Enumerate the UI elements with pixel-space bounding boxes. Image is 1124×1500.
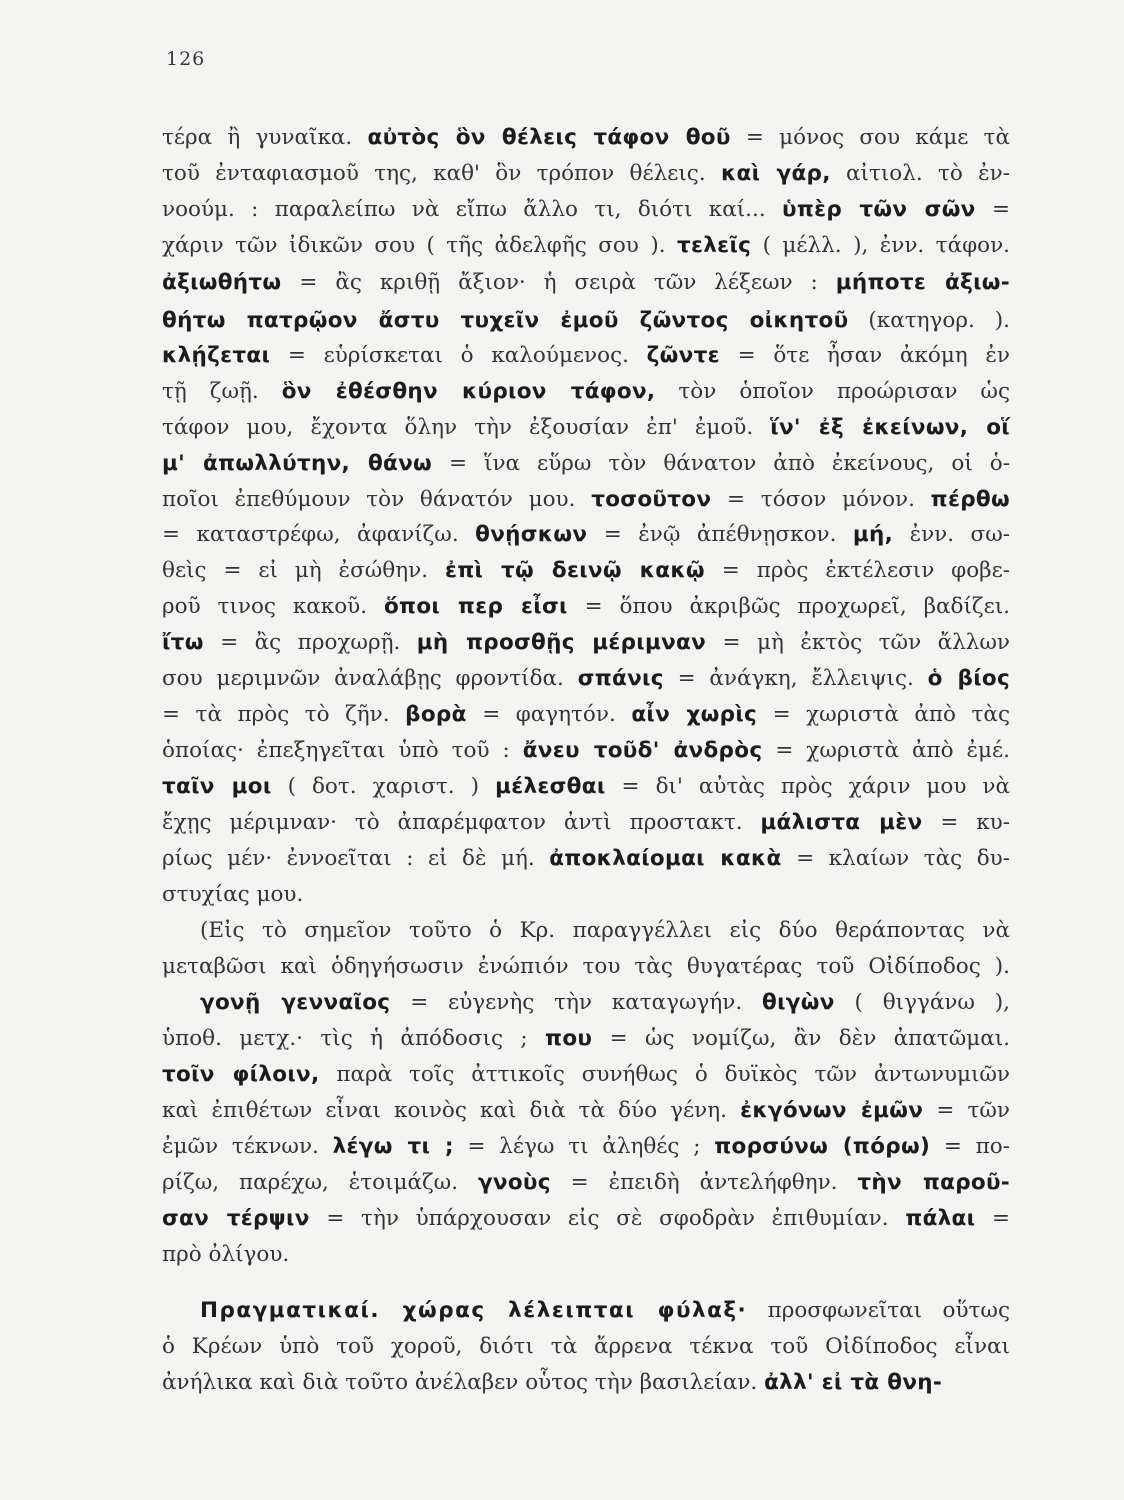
bold-lemma: καὶ γάρ,: [720, 161, 831, 186]
text-line: [162, 1366, 1010, 1400]
text-run: = μόνος σου κάμε τὰ: [730, 125, 1010, 150]
text-run: ρίζω, παρέχω, ἑτοιμάζω.: [162, 1170, 478, 1195]
bold-lemma: μήποτε ἀξιω-: [835, 270, 1010, 295]
text-run: ἐνν. σω-: [893, 522, 1011, 547]
text-run: τῇ ζωῇ.: [162, 379, 282, 404]
text-run: = ἀνάγκη, ἔλλειψις.: [663, 666, 928, 691]
text-run: τέρα ἢ γυναῖκα.: [162, 125, 368, 150]
text-line: [162, 1094, 1010, 1128]
text-run: = ἂς προχωρῇ.: [203, 630, 417, 655]
bold-lemma: ἀποκλαίομαι κακὰ: [549, 846, 782, 871]
text-run: = χωριστὰ ἀπὸ ἐμέ.: [762, 738, 1010, 763]
text-line: [200, 914, 1010, 948]
text-line: [200, 1294, 1010, 1328]
text-run: = λέγω τι ἀληθές ;: [453, 1134, 715, 1159]
text-line: [162, 157, 1010, 191]
bold-lemma: ἴτω: [162, 630, 204, 655]
text-line: [162, 626, 1010, 660]
text-run: = εὑρίσκεται ὁ καλούμενος.: [270, 343, 647, 368]
text-run: νοούμ. : παραλείπω νὰ εἴπω ἄλλο τι, διότι καί...: [162, 197, 783, 222]
text-run: = πο-: [930, 1134, 1010, 1159]
text-line: [162, 734, 1010, 768]
text-run: = καταστρέφω, ἀφανίζω.: [162, 522, 476, 547]
text-line: [162, 1238, 1010, 1272]
bold-lemma: ὃν ἐθέσθην κύριον τάφον,: [281, 379, 656, 404]
bold-lemma: θιγὼν: [762, 990, 835, 1015]
text-line: [162, 266, 1010, 300]
bold-lemma: ἀλλ' εἰ τὰ θνη-: [764, 1370, 943, 1395]
text-line: [162, 447, 1010, 481]
text-run: = μὴ ἐκτὸς τῶν ἄλλων: [706, 630, 1011, 655]
text-run: (Εἰς τὸ σημεῖον τοῦτο ὁ Κρ. παραγγέλλει εἰς δύο θεράποντας νὰ: [200, 918, 1010, 943]
text-run: = ἵνα εὕρω τὸν θάνατον ἀπὸ ἐκείνους, οἱ ὁ-: [432, 451, 1010, 476]
bold-lemma: ταῖν μοι: [162, 774, 272, 799]
text-run: σου μεριμνῶν ἀναλάβῃς φροντίδα.: [162, 666, 578, 691]
text-run: ὁποίας· ἐπεξηγεῖται ὑπὸ τοῦ :: [162, 738, 523, 763]
text-run: = πρὸς ἐκτέλεσιν φοβε-: [704, 558, 1011, 583]
text-run: = χωριστὰ ἀπὸ τὰς: [757, 702, 1010, 727]
text-line: [162, 193, 1010, 227]
text-line: [200, 986, 1010, 1020]
text-line: [162, 1166, 1010, 1200]
bold-lemma: πορσύνω (πόρω): [714, 1134, 931, 1159]
bold-lemma: Πραγματικαί. χώρας λέλειπται φύλαξ·: [200, 1298, 748, 1323]
bold-lemma: βορὰ: [405, 702, 467, 727]
text-run: ( μέλλ. ), ἐνν. τάφον.: [751, 233, 1010, 258]
text-run: = εὐγενὴς τὴν καταγωγήν.: [390, 990, 763, 1015]
text-line: [162, 662, 1010, 696]
bold-lemma: γονῇ γενναῖος: [200, 990, 391, 1015]
bold-lemma: ἐκγόνων ἐμῶν: [740, 1098, 924, 1123]
text-run: = ἐπειδὴ ἀντελήφθην.: [550, 1170, 858, 1195]
text-line: [162, 483, 1010, 517]
text-line: [162, 1130, 1010, 1164]
bold-lemma: πάλαι: [905, 1206, 976, 1231]
bold-lemma: ἄνευ τοῦδ' ἀνδρὸς: [522, 738, 763, 763]
text-line: [162, 878, 1010, 912]
page-number: 126: [166, 48, 206, 70]
text-run: ἔχῃς μέριμναν· τὸ ἀπαρέμφατον ἀντὶ προστακτ.: [162, 810, 761, 835]
bold-lemma: θνῄσκων: [475, 522, 588, 547]
bold-lemma: που: [545, 1026, 593, 1051]
text-line: [162, 950, 1010, 984]
text-run: ( θιγγάνω ),: [834, 990, 1011, 1015]
bold-lemma: μ' ἀπωλλύτην, θάνω: [162, 451, 433, 476]
bold-lemma: μέλεσθαι: [495, 774, 606, 799]
text-run: = ὡς νομίζω, ἂν δὲν ἀπατῶμαι.: [592, 1026, 1010, 1051]
bold-lemma: πέρθω: [930, 487, 1010, 512]
text-line: [162, 554, 1010, 588]
bold-lemma: τοσοῦτον: [591, 487, 712, 512]
bold-lemma: μάλιστα μὲν: [760, 810, 923, 835]
text-run: =: [975, 1206, 1010, 1231]
text-run: στυχίας μου.: [162, 882, 304, 907]
text-run: τοῦ ἐνταφιασμοῦ της, καθ' ὃν τρόπον θέλεις.: [162, 161, 721, 186]
bold-lemma: ὑπὲρ τῶν σῶν: [782, 197, 976, 222]
text-run: = τὴν ὑπάρχουσαν εἰς σὲ σφοδρὰν ἐπιθυμίαν.: [309, 1206, 906, 1231]
text-run: ρίως μέν· ἐννοεῖται : εἰ δὲ μή.: [162, 846, 550, 871]
bold-lemma: θήτω πατρῷον ἄστυ τυχεῖν ἐμοῦ ζῶντος οἰκητοῦ: [162, 308, 849, 333]
text-run: = ἐνῷ ἀπέθνῃσκον.: [587, 522, 853, 547]
text-run: θεὶς = εἰ μὴ ἐσώθην.: [162, 558, 445, 583]
text-line: [162, 411, 1010, 445]
text-line: [162, 518, 1010, 552]
text-run: τὸν ὁποῖον προώρισαν ὡς: [655, 379, 1010, 404]
text-run: πρὸ ὀλίγου.: [162, 1242, 290, 1267]
text-line: [162, 698, 1010, 732]
text-line: [162, 806, 1010, 840]
bold-lemma: ἵν' ἐξ ἐκείνων, οἵ: [770, 415, 1010, 440]
text-run: παρὰ τοῖς ἀττικοῖς συνήθως ὁ δυϊκὸς τῶν ἀντωνυμιῶν: [319, 1062, 1010, 1087]
text-run: ποῖοι ἐπεθύμουν τὸν θάνατόν μου.: [162, 487, 592, 512]
bold-lemma: ἀξιωθήτω: [162, 270, 282, 295]
bold-lemma: σαν τέρψιν: [162, 1206, 310, 1231]
text-run: = φαγητόν.: [466, 702, 632, 727]
bold-lemma: τελεῖς: [676, 233, 752, 258]
text-run: ( δοτ. χαριστ. ): [271, 774, 496, 799]
text-run: = ἂς κριθῇ ἄξιον· ἡ σειρὰ τῶν λέξεων :: [281, 270, 836, 295]
text-run: = ὅπου ἀκριβῶς προχωρεῖ, βαδίζει.: [567, 594, 1010, 619]
text-line: [162, 1022, 1010, 1056]
text-run: = τὰ πρὸς τὸ ζῆν.: [162, 702, 406, 727]
bold-lemma: μὴ προσθῇς μέριμναν: [416, 630, 707, 655]
text-line: [162, 1330, 1010, 1364]
text-run: = δι' αὐτὰς πρὸς χάριν μου νὰ: [605, 774, 1011, 799]
text-run: = κυ-: [922, 810, 1010, 835]
text-run: ἀνήλικα καὶ διὰ τοῦτο ἀνέλαβεν οὗτος τὴν βασιλείαν.: [162, 1370, 765, 1395]
bold-lemma: τοῖν φίλοιν,: [162, 1062, 320, 1087]
bold-lemma: γνοὺς: [477, 1170, 551, 1195]
text-run: μεταβῶσι καὶ ὁδηγήσωσιν ἐνώπιόν του τὰς θυγατέρας τοῦ Οἰδίποδος ).: [162, 954, 1010, 979]
text-run: προσφωνεῖται οὕτως: [747, 1298, 1011, 1323]
text-line: [162, 229, 1010, 263]
text-line: [162, 770, 1010, 804]
bold-lemma: λέγω τι ;: [332, 1134, 454, 1159]
text-line: [162, 121, 1010, 155]
text-run: ὁ Κρέων ὑπὸ τοῦ χοροῦ, διότι τὰ ἄρρενα τέκνα τοῦ Οἰδίποδος εἶναι: [162, 1334, 1010, 1359]
text-run: = ὅτε ἦσαν ἀκόμη ἐν: [719, 343, 1010, 368]
text-line: [162, 842, 1010, 876]
bold-lemma: ἐπὶ τῷ δεινῷ κακῷ: [444, 558, 705, 583]
text-run: ὑποθ. μετχ.· τὶς ἡ ἀπόδοσις ;: [162, 1026, 546, 1051]
text-run: χάριν τῶν ἰδικῶν σου ( τῆς ἀδελφῆς σου ).: [162, 233, 677, 258]
text-line: [162, 339, 1010, 373]
text-run: ἐμῶν τέκνων.: [162, 1134, 333, 1159]
bold-lemma: μή,: [852, 522, 894, 547]
bold-lemma: αἶν χωρὶς: [631, 702, 758, 727]
text-run: τάφον μου, ἔχοντα ὅλην τὴν ἐξουσίαν ἐπ' ἐμοῦ.: [162, 415, 771, 440]
text-line: [162, 1058, 1010, 1092]
text-run: = τῶν: [923, 1098, 1010, 1123]
text-run: αἰτιολ. τὸ ἐν-: [830, 161, 1010, 186]
text-run: (κατηγορ. ).: [848, 308, 1010, 333]
bold-lemma: ὅποι περ εἶσι: [383, 594, 568, 619]
text-line: [162, 375, 1010, 409]
bold-lemma: ὁ βίος: [927, 666, 1010, 691]
text-run: = τόσον μόνον.: [711, 487, 931, 512]
text-line: [162, 1202, 1010, 1236]
text-line: [162, 590, 1010, 624]
text-line: [162, 304, 1010, 338]
text-run: =: [975, 197, 1010, 222]
bold-lemma: τὴν παροῦ-: [857, 1170, 1010, 1195]
bold-lemma: αὐτὸς ὃν θέλεις τάφον θοῦ: [367, 125, 731, 150]
text-run: ροῦ τινος κακοῦ.: [162, 594, 384, 619]
bold-lemma: ζῶντε: [646, 343, 720, 368]
bold-lemma: σπάνις: [577, 666, 664, 691]
bold-lemma: κλῄζεται: [162, 343, 271, 368]
text-run: = κλαίων τὰς δυ-: [781, 846, 1011, 871]
text-run: καὶ ἐπιθέτων εἶναι κοινὸς καὶ διὰ τὰ δύο γένη.: [162, 1098, 741, 1123]
